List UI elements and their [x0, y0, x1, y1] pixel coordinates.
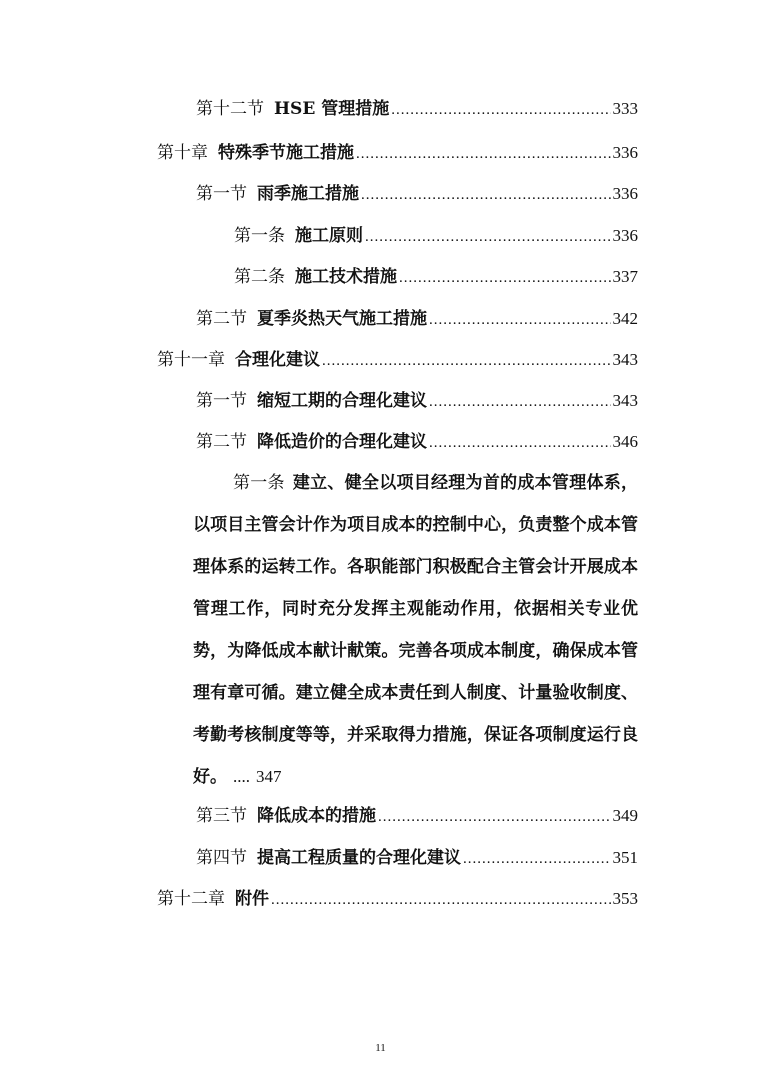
toc-leader-dots	[361, 184, 611, 206]
toc-entry-page: 353	[612, 889, 638, 908]
toc-long-entry[interactable]	[193, 462, 638, 798]
toc-entry-number: 第十二章	[157, 889, 225, 909]
toc-entry-number: 第一条	[234, 226, 285, 246]
toc-entry[interactable]	[196, 847, 638, 870]
toc-entry-number: 第十二节	[196, 99, 264, 119]
toc-leader-dots: ....	[233, 767, 250, 786]
toc-entry[interactable]	[157, 888, 638, 911]
toc-entry[interactable]	[234, 266, 638, 289]
toc-entry-number: 第二节	[196, 309, 247, 329]
toc-entry-title: 施工技术措施	[295, 267, 397, 287]
toc-entry-title: 缩短工期的合理化建议	[257, 391, 427, 411]
toc-entry-title: 合理化建议	[235, 350, 320, 370]
toc-leader-dots	[399, 267, 611, 289]
toc-entry-title: 附件	[235, 889, 269, 909]
toc-entry[interactable]	[196, 805, 638, 828]
toc-entry-page: 346	[612, 432, 638, 451]
toc-leader-dots	[429, 432, 611, 454]
toc-entry-page: 343	[612, 350, 638, 369]
toc-leader-dots	[356, 143, 611, 165]
toc-entry[interactable]	[196, 431, 638, 454]
toc-leader-dots	[365, 226, 611, 248]
toc-entry-title: 提高工程质量的合理化建议	[257, 848, 461, 868]
toc-entry-number: 第一条	[233, 473, 285, 493]
toc-entry-page: 333	[612, 99, 638, 118]
toc-entry-number: 第二条	[234, 267, 285, 287]
toc-entry[interactable]	[196, 390, 638, 413]
toc-entry-number: 第三节	[196, 806, 247, 826]
toc-entry-title: 雨季施工措施	[257, 184, 359, 204]
toc-entry-number: 第十章	[157, 143, 208, 163]
page-number: 11	[375, 1042, 386, 1054]
toc-leader-dots	[391, 99, 610, 121]
toc-entry-title: 夏季炎热天气施工措施	[257, 309, 427, 329]
toc-entry[interactable]	[157, 142, 638, 165]
toc-leader-dots	[378, 806, 611, 828]
toc-leader-dots	[271, 889, 611, 911]
toc-entry-number: 第一节	[196, 184, 247, 204]
toc-entry[interactable]	[196, 308, 638, 331]
toc-entry-number: 第一节	[196, 391, 247, 411]
toc-entry-number: 第二节	[196, 432, 247, 452]
toc-entry-number: 第四节	[196, 848, 247, 868]
toc-entry[interactable]	[196, 98, 638, 121]
toc-leader-dots	[429, 309, 611, 331]
toc-entry-page: 351	[612, 848, 638, 867]
toc-entry-page: 336	[612, 226, 638, 245]
toc-entry-number: 第十一章	[157, 350, 225, 370]
toc-entry-page: 349	[612, 806, 638, 825]
toc-entry-page: 337	[612, 267, 638, 286]
toc-entry-title: HSE 管理措施	[274, 99, 390, 119]
toc-entry-title: 施工原则	[295, 226, 363, 246]
toc-entry-title: 特殊季节施工措施	[218, 143, 354, 163]
toc-entry[interactable]	[234, 225, 638, 248]
toc-entry-page: 347	[256, 767, 282, 786]
toc-entry-page: 342	[612, 309, 638, 328]
toc-entry[interactable]	[196, 183, 638, 206]
toc-entry-page: 343	[612, 391, 638, 410]
toc-entry-page: 336	[612, 143, 638, 162]
toc-leader-dots	[322, 350, 611, 372]
toc-entry[interactable]	[157, 349, 638, 372]
toc-entry-title: 降低成本的措施	[257, 806, 376, 826]
toc-leader-dots	[429, 391, 611, 413]
toc-entry-text: 建立、健全以项目经理为首的成本管理体系，以项目主管会计作为项目成本的控制中心，负责整个成本管理体系的运转工作。各职能部门积极配合主管会计开展成本管理工作，同时充分发挥主观能动作用，依据相关专业优势，为降低成本献计献策。完善各项成本制度，确保成本管理有章可循。建立健全成本责任到人制度、计量验收制度、考勤考核制度等等，并采取得力措施，保证各项制度运行良好。	[193, 473, 639, 787]
toc-entry-title: 降低造价的合理化建议	[257, 432, 427, 452]
toc-entry-page: 336	[612, 184, 638, 203]
toc-leader-dots	[463, 848, 611, 870]
